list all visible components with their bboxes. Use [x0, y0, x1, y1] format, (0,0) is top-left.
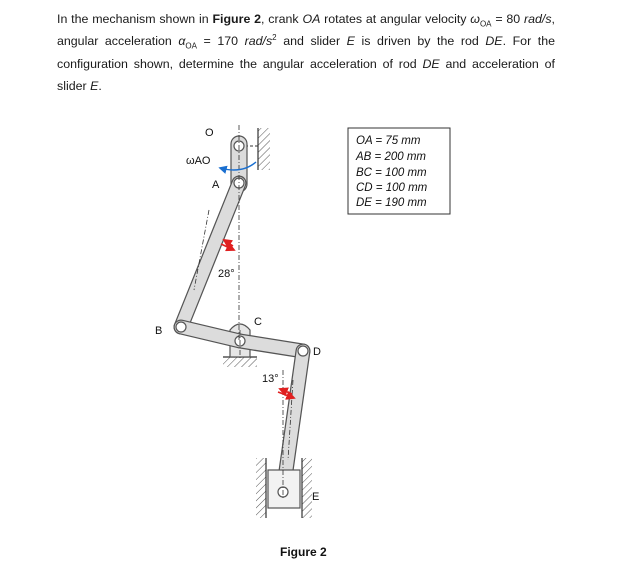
label-c: C	[254, 316, 262, 328]
problem-statement: In the mechanism shown in Figure 2, crank OA rotates at angular velocity $\omega_{OA} = 80$ rad/s, angular acceleration $\alpha_{OA} = 170$ rad/$s^2$ and slider E is driven by the rod DE. For the configuration shown, determine the angular acceleration of rod DE and acceleration of slider E.	[57, 12, 555, 93]
figure-caption: Figure 2	[280, 545, 327, 559]
label-omega-ao: ωAO	[186, 155, 211, 167]
dimension-ab: AB = 200 mm	[356, 151, 426, 163]
dimension-oa: OA = 75 mm	[356, 135, 421, 147]
angle-ab-arrow-reverse	[224, 240, 233, 246]
label-angle-13: 13°	[262, 373, 279, 385]
figure-reference: Figure 2	[212, 12, 262, 26]
label-e: E	[312, 491, 320, 503]
dimension-cd: CD = 100 mm	[356, 182, 428, 194]
dimension-de: DE = 190 mm	[356, 197, 427, 209]
label-d: D	[313, 346, 321, 358]
dimensions-box	[348, 128, 450, 214]
link-ab	[176, 178, 244, 332]
dimension-bc: BC = 100 mm	[356, 167, 427, 179]
label-o: O	[205, 127, 214, 139]
label-a: A	[212, 179, 220, 191]
label-angle-28: 28°	[218, 268, 235, 280]
label-b: B	[155, 325, 163, 337]
